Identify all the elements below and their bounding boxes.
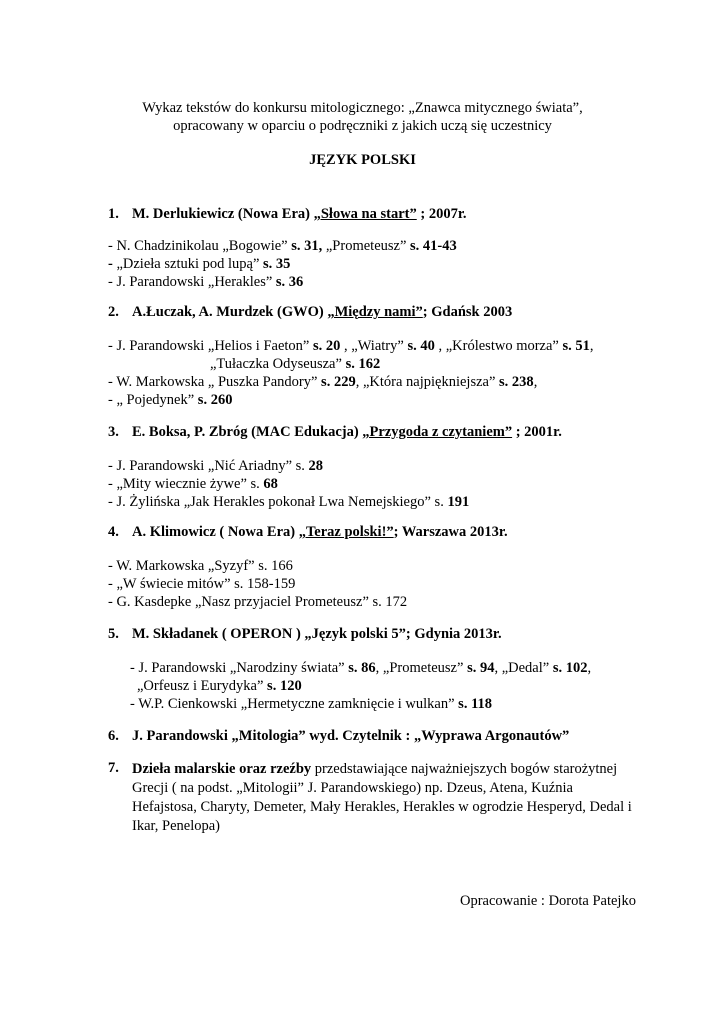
section-3-item: - „Mity wiecznie żywe” s. 68 — [108, 476, 278, 492]
section-5-item: - W.P. Cienkowski „Hermetyczne zamknięcie i wulkan” s. 118 — [130, 696, 493, 712]
section-3-heading: 3. E. Boksa, P. Zbróg (MAC Edukacja) „Przygoda z czytaniem” ; 2001r. — [108, 424, 562, 440]
section-5-item: - J. Parandowski „Narodziny świata” s. 86, „Prometeusz” s. 94, „Dedal” s. 102, — [130, 660, 592, 676]
section-1-item: - „Dzieła sztuki pod lupą” s. 35 — [108, 256, 291, 272]
subject-heading: JĘZYK POLSKI — [309, 152, 416, 168]
section-6-heading: 6. J. Parandowski „Mitologia” wyd. Czytelnik : „Wyprawa Argonautów” — [108, 728, 570, 744]
section-4-item: - „W świecie mitów” s. 158-159 — [108, 576, 296, 592]
header-line-1: Wykaz tekstów do konkursu mitologicznego: „Znawca mitycznego świata”, — [142, 100, 583, 116]
section-3-item: - J. Parandowski „Nić Ariadny” s. 28 — [108, 458, 324, 474]
section-2-item: - W. Markowska „ Puszka Pandory” s. 229, „Która najpiękniejsza” s. 238, — [108, 374, 538, 390]
author-credit: Opracowanie : Dorota Patejko — [460, 893, 636, 909]
section-2-item: - J. Parandowski „Helios i Faeton” s. 20 , „Wiatry” s. 40 , „Królestwo morza” s. 51, — [108, 338, 594, 354]
header-line-2: opracowany w oparciu o podręczniki z jakich uczą się uczestnicy — [173, 118, 552, 134]
section-2-item: „Tułaczka Odyseusza” s. 162 — [210, 356, 381, 372]
section-3-item: - J. Żylińska „Jak Herakles pokonał Lwa Nemejskiego” s. 191 — [108, 494, 470, 510]
section-1-heading: 1. M. Derlukiewicz (Nowa Era) „Słowa na start” ; 2007r. — [108, 206, 467, 222]
section-4-item: - W. Markowska „Syzyf” s. 166 — [108, 558, 293, 574]
section-4-item: - G. Kasdepke „Nasz przyjaciel Prometeusz” s. 172 — [108, 594, 408, 610]
section-5-heading: 5. M. Składanek ( OPERON ) „Język polski 5”; Gdynia 2013r. — [108, 626, 502, 642]
section-4-heading: 4. A. Klimowicz ( Nowa Era) „Teraz polski!”; Warszawa 2013r. — [108, 524, 508, 540]
section-7-number: 7. — [108, 760, 119, 776]
section-2-heading: 2. A.Łuczak, A. Murdzek (GWO) „Między nami”; Gdańsk 2003 — [108, 304, 513, 320]
section-1-item: - N. Chadzinikolau „Bogowie” s. 31, „Prometeusz” s. 41-43 — [108, 238, 457, 254]
section-2-item: - „ Pojedynek” s. 260 — [108, 392, 233, 408]
section-1-item: - J. Parandowski „Herakles” s. 36 — [108, 274, 304, 290]
section-5-item: „Orfeusz i Eurydyka” s. 120 — [137, 678, 302, 694]
section-7-paragraph: Dzieła malarskie oraz rzeźby przedstawiające najważniejszych bogów starożytnej Grecji ( na podst. „Mitologii” J. Parandowskiego) np. Dzeus, Atena, Kuźnia Hefajstosa, Charyty, Demeter, Mały Herakles, Herakles w ogrodzie Hesperyd, Dedal i Ikar, Penelopa) — [132, 761, 632, 834]
